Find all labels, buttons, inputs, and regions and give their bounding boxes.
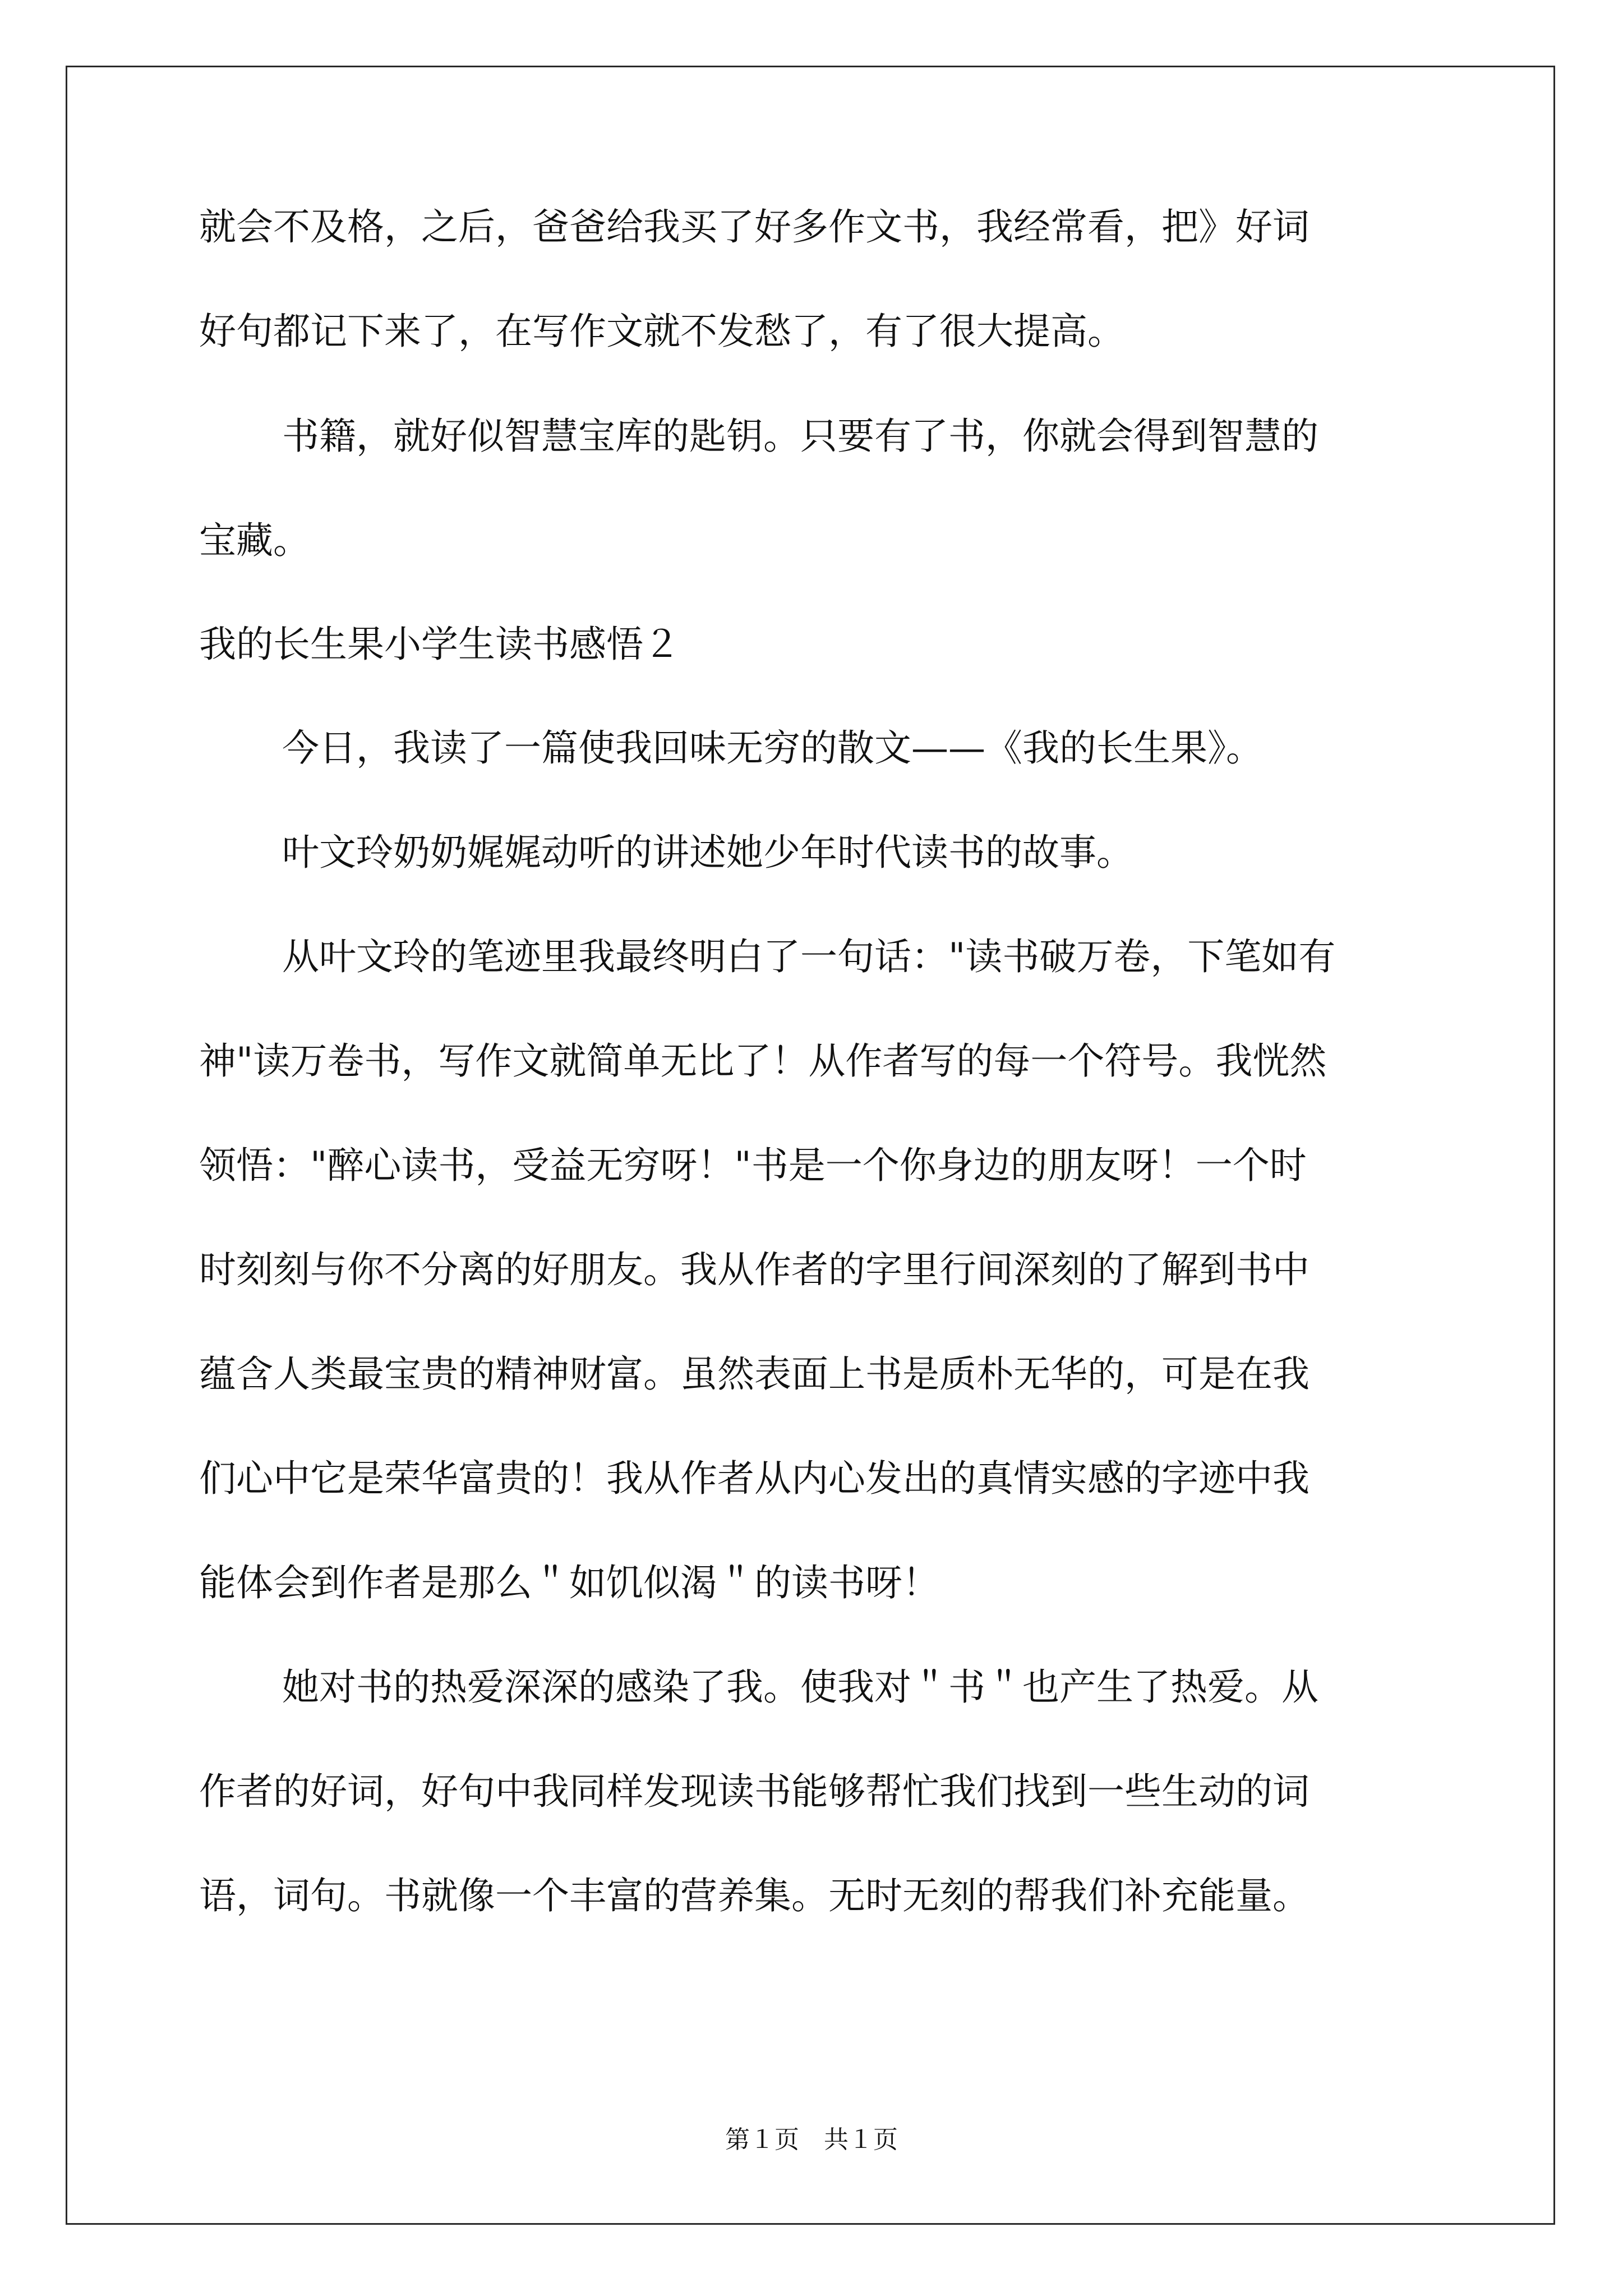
- text-line: 书籍，就好似智慧宝库的匙钥。只要有了书，你就会得到智慧的: [282, 415, 1318, 458]
- text-line: 从叶文玲的笔迹里我最终明白了一句话："读书破万卷，下笔如有: [282, 935, 1336, 978]
- text-line: 语，词句。书就像一个丰富的营养集。无时无刻的帮我们补充能量。: [199, 1874, 1310, 1917]
- text-line: 们心中它是荣华富贵的！我从作者从内心发出的真情实感的字迹中我: [199, 1457, 1310, 1500]
- section-heading: 我的长生果小学生读书感悟２: [199, 623, 680, 666]
- text-line: 宝藏。: [199, 519, 310, 562]
- text-line: 作者的好词，好句中我同样发现读书能够帮忙我们找到一些生动的词: [199, 1770, 1310, 1813]
- text-line: 就会不及格，之后，爸爸给我买了好多作文书，我经常看，把》好词: [199, 205, 1310, 249]
- text-line: 她对书的热爱深深的感染了我。使我对＂书＂也产生了热爱。从: [282, 1665, 1318, 1709]
- page-footer: 第１页 共１页: [725, 2125, 898, 2154]
- document-body: [199, 205, 1433, 1917]
- text-line: 蕴含人类最宝贵的精神财富。虽然表面上书是质朴无华的，可是在我: [199, 1352, 1310, 1396]
- text-line: 好句都记下来了，在写作文就不发愁了，有了很大提高。: [199, 310, 1124, 353]
- text-line: 能体会到作者是那么＂如饥似渴＂的读书呀！: [199, 1561, 939, 1604]
- text-line: 今日，我读了一篇使我回味无穷的散文——《我的长生果》。: [282, 726, 1263, 770]
- text-line: 叶文玲奶奶娓娓动听的讲述她少年时代读书的故事。: [282, 831, 1133, 874]
- text-line: 时刻刻与你不分离的好朋友。我从作者的字里行间深刻的了解到书中: [199, 1248, 1310, 1291]
- text-line: 神"读万卷书，写作文就简单无比了！从作者写的每一个符号。我恍然: [199, 1039, 1327, 1083]
- text-line: 领悟："醉心读书，受益无穷呀！"书是一个你身边的朋友呀！一个时: [199, 1144, 1307, 1187]
